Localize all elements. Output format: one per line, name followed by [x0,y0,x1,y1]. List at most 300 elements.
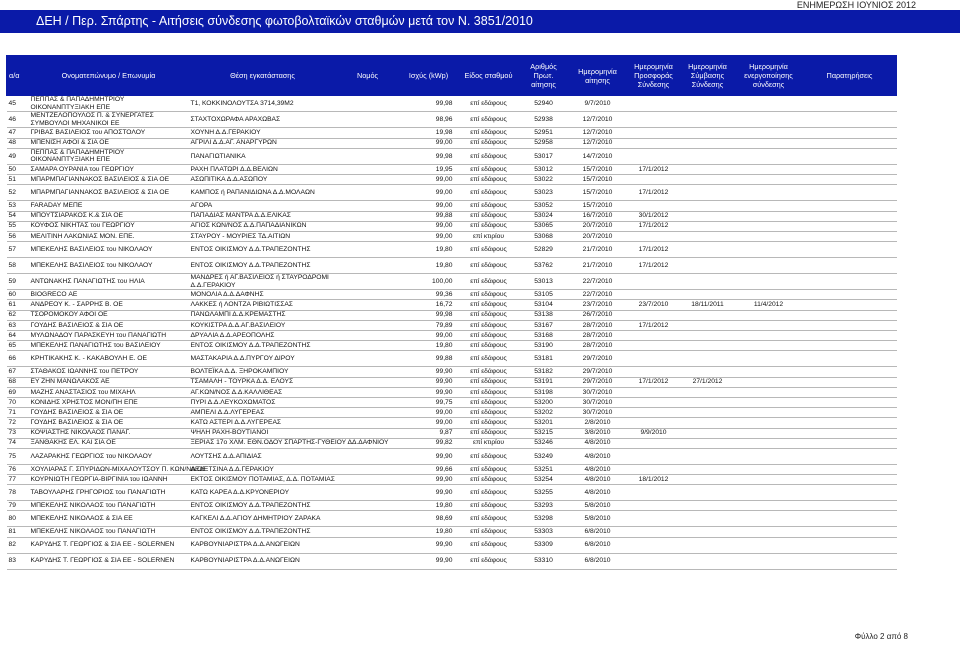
page-title: ΔΕΗ / Περ. Σπάρτης - Αιτήσεις σύνδεσης φωτοβολταϊκών σταθμών μετά τον Ν. 3851/2010 [0,10,960,33]
table-cell [627,387,681,397]
table-cell [681,428,735,438]
table-cell: 17/1/2012 [627,221,681,231]
table-cell: 56 [7,231,29,241]
table-cell [681,537,735,553]
table-cell: 9/9/2010 [627,428,681,438]
table-cell: ΤΣΟΡΟΜΟΚΟΥ ΑΦΟΙ ΟΕ [29,310,189,320]
table-cell [681,320,735,330]
table-cell: 12/7/2010 [569,112,627,128]
table-cell: 52938 [519,112,569,128]
table-cell [681,475,735,485]
table-cell: ΞΕΡΙΑΣ 17ο ΧΛΜ. ΕΘΝ.ΟΔΟΥ ΣΠΑΡΤΗΣ-ΓΥΘΕΙΟΥ ΔΔ.ΔΑΦΝΙΟΥ [190,439,389,447]
table-cell: 12/7/2010 [569,128,627,138]
table-cell: BIOGRECO ΑΕ [29,290,189,300]
table-cell: 53202 [519,408,569,418]
table-cell [627,408,681,418]
table-cell [627,112,681,128]
table-cell [681,164,735,174]
table-cell: 53168 [519,331,569,341]
table-row [7,475,897,485]
table-cell: ΚΑΜΠΟΣ ή ΡΑΠΑΝΙΔΙΩΝΑ Δ.Δ.ΜΟΛΑΩΝ [189,185,337,201]
table-cell: ΜΠΕΚΕΛΗΣ ΝΙΚΟΛΑΟΣ & ΣΙΑ ΕΕ [29,511,189,527]
table-cell [337,320,399,330]
table-cell [803,211,897,221]
table-cell [627,351,681,367]
table-cell: επί εδάφους [459,553,519,569]
table-cell [681,438,735,448]
table-row [7,501,897,511]
table-cell [627,175,681,185]
table-cell [735,351,803,367]
table-cell: ΑΓΡΙΛΙ Δ.Δ.ΑΓ. ΑΝΑΡΓΥΡΩΝ [189,138,337,148]
table-cell: 9/7/2010 [569,96,627,112]
table-cell: ΚΑΡΥΔΗΣ Τ. ΓΕΩΡΓΙΟΣ & ΣΙΑ ΕΕ - SOLERNEN [29,537,189,553]
table-cell: 26/7/2010 [569,310,627,320]
table-cell: 65 [7,341,29,351]
table-cell [803,148,897,164]
table-cell: 30/7/2010 [569,387,627,397]
table-cell: ΚΑΤΩ ΑΣΤΕΡΙ Δ.Δ.ΛΥΓΕΡΕΑΣ [189,418,337,428]
table-cell [735,290,803,300]
table-cell [337,112,399,128]
table-cell: ΜΕΛΙΤΙΝΗ ΛΑΚΩΝΙΑΣ ΜΟΝ. ΕΠΕ. [29,231,189,241]
table-cell: 99,66 [399,464,459,474]
table-cell: 70 [7,397,29,407]
table-cell: 19,98 [399,128,459,138]
table-cell: επί εδάφους [459,300,519,310]
table-cell: ΡΑΧΗ ΠΛΑΤΩΡΙ Δ.Δ.ΒΕΛΙΩΝ [189,164,337,174]
table-cell: 18/1/2012 [627,475,681,485]
col-header: Ημερομηνία αίτησης [569,56,627,96]
table-cell [627,148,681,164]
table-cell [337,290,399,300]
table-cell [803,397,897,407]
table-cell: 99,00 [399,331,459,341]
table-cell: ΜΠΕΚΕΛΗΣ ΒΑΣΙΛΕΙΟΣ του ΝΙΚΟΛΑΟΥ [29,258,189,274]
col-header: Ημερομηνία ενεργοποίησης σύνδεσης [735,56,803,96]
table-cell [681,231,735,241]
table-row [7,553,897,569]
table-cell: 20/7/2010 [569,221,627,231]
table-row [7,387,897,397]
col-header: Θέση εγκατάστασης [189,56,337,96]
table-cell [803,138,897,148]
table-cell: 17/1/2012 [627,164,681,174]
table-row [7,418,897,428]
table-row [7,448,897,464]
table-cell: επί εδάφους [459,274,519,290]
table-cell: 53762 [519,258,569,274]
table-row [7,112,897,128]
table-cell [803,274,897,290]
table-cell: 17/1/2012 [627,185,681,201]
col-header: Νομός [337,56,399,96]
table-cell: ΣΑΜΑΡΑ ΟΥΡΑΝΙΑ του ΓΕΩΡΓΙΟΥ [29,164,189,174]
table-cell [735,527,803,537]
col-header: Είδος σταθμού [459,56,519,96]
table-cell: 11/4/2012 [735,300,803,310]
table-cell: 99,90 [399,448,459,464]
table-cell: ΜΠΕΝΙΣΗ ΑΦΟΙ & ΣΙΑ ΟΕ [29,138,189,148]
table-cell [735,397,803,407]
table-cell [337,501,399,511]
table-cell: 15/7/2010 [569,185,627,201]
table-cell [681,274,735,290]
col-header: Ημερομηνία Προσφοράς Σύνδεσης [627,56,681,96]
table-cell [627,464,681,474]
table-cell: ΕΝΤΟΣ ΟΙΚΙΣΜΟΥ Δ.Δ.ΤΡΑΠΕΖΟΝΤΗΣ [189,341,337,351]
table-cell: επί εδάφους [459,175,519,185]
table-cell: 60 [7,290,29,300]
table-cell: ΜΑΖΗΣ ΑΝΑΣΤΑΣΙΟΣ του ΜΙΧΑΗΛ [29,387,189,397]
table-cell: ΓΡΙΒΑΣ ΒΑΣΙΛΕΙΟΣ του ΑΠΟΣΤΟΛΟΥ [29,128,189,138]
table-cell [337,475,399,485]
table-cell: 53310 [519,553,569,569]
table-cell: επί εδάφους [459,138,519,148]
table-cell: 79,89 [399,320,459,330]
table-cell: ΜΑΝΔΡΕΣ ή ΑΓ.ΒΑΣΙΛΕΙΟΣ ή ΣΤΑΥΡΟΔΡΟΜΙ Δ.Δ.ΓΕΡΑΚΙΟΥ [189,274,337,290]
table-cell: επί εδάφους [459,351,519,367]
table-cell [627,341,681,351]
table-cell: 62 [7,310,29,320]
table-cell: επί εδάφους [459,96,519,112]
table-cell [735,274,803,290]
table-cell [681,408,735,418]
table-cell [681,511,735,527]
table-cell: 6/8/2010 [569,553,627,569]
table-cell [337,553,399,569]
table-cell [681,201,735,211]
table-cell: επί εδάφους [459,501,519,511]
table-cell: 15/7/2010 [569,175,627,185]
table-cell: 82 [7,537,29,553]
table-cell [803,185,897,201]
table-cell [681,185,735,201]
table-cell: 5/8/2010 [569,511,627,527]
table-cell: ΚΑΓΚΕΛΙ Δ.Δ.ΑΓΙΟΥ ΔΗΜΗΤΡΙΟΥ ΖΑΡΑΚΑ [189,511,337,527]
table-cell: ΜΠΕΚΕΛΗΣ ΝΙΚΟΛΑΟΣ του ΠΑΝΑΓΙΩΤΗ [29,527,189,537]
table-cell: 99,00 [399,408,459,418]
table-cell: 46 [7,112,29,128]
table-cell: 67 [7,367,29,377]
table-cell: 99,90 [399,367,459,377]
table-cell: 19,80 [399,527,459,537]
table-cell: 5/8/2010 [569,501,627,511]
table-row [7,96,897,112]
table-cell: ΜΥΛΩΝΑΔΟΥ ΠΑΡΑΣΚΕΥΗ του ΠΑΝΑΓΙΩΤΗ [29,331,189,341]
table-cell [681,128,735,138]
table-cell [803,310,897,320]
table-cell: 53255 [519,485,569,501]
table-cell: 23/7/2010 [627,300,681,310]
table-cell [627,201,681,211]
table-cell: 53138 [519,310,569,320]
table-cell: 99,00 [399,185,459,201]
table-cell: επί εδάφους [459,341,519,351]
table-cell [735,511,803,527]
table-cell [735,185,803,201]
table-cell: επί κτιρίου [459,231,519,241]
table-cell: ΜΠΑΡΜΠΑΓΙΑΝΝΑΚΟΣ ΒΑΣΙΛΕΙΟΣ & ΣΙΑ ΟΕ [29,185,189,201]
table-cell [735,438,803,448]
table-cell [627,553,681,569]
table-cell [681,464,735,474]
table-cell: 99,00 [399,231,459,241]
table-row [7,128,897,138]
table-cell [803,320,897,330]
table-cell: 99,90 [399,377,459,387]
table-cell: 12/7/2010 [569,138,627,148]
table-cell [627,485,681,501]
table-cell [735,310,803,320]
table-cell: 53198 [519,387,569,397]
table-row [7,185,897,201]
table-row [7,367,897,377]
table-cell: 53022 [519,175,569,185]
table-cell [337,448,399,464]
table-cell [627,138,681,148]
table-cell [735,211,803,221]
table-cell [735,231,803,241]
table-cell: ΜΠΕΚΕΛΗΣ ΒΑΣΙΛΕΙΟΣ του ΝΙΚΟΛΑΟΥ [29,242,189,258]
table-cell: 17/1/2012 [627,242,681,258]
table-cell: 19,80 [399,501,459,511]
table-cell [337,485,399,501]
table-cell: 28/7/2010 [569,341,627,351]
table-cell [337,164,399,174]
table-cell [803,300,897,310]
table-cell [803,537,897,553]
table-cell: ΕΝΤΟΣ ΟΙΚΙΣΜΟΥ Δ.Δ.ΤΡΑΠΕΖΟΝΤΗΣ [189,258,337,274]
table-row [7,320,897,330]
table-cell: 53191 [519,377,569,387]
table-row [7,231,897,241]
table-row [7,242,897,258]
table-cell: επί κτιρίου [459,438,519,448]
table-cell: ΤΣΑΜΑΛΗ - ΤΟΥΡΚΑ Δ.Δ. ΕΛΟΥΣ [189,377,337,387]
table-cell [735,408,803,418]
table-cell [803,367,897,377]
table-cell: 3/8/2010 [569,428,627,438]
col-header: Ημερομηνία Σύμβασης Σύνδεσης [681,56,735,96]
table-cell: ΚΟΥΡΝΙΩΤΗ ΓΕΩΡΓΙΑ-ΒΙΡΓΙΝΙΑ του ΙΩΑΝΝΗ [29,475,189,485]
table-cell [803,164,897,174]
table-cell: 72 [7,418,29,428]
table-cell: ΠΥΡΙ Δ.Δ.ΛΕΥΚΟΧΩΜΑΤΟΣ [189,397,337,407]
table-cell: ΚΡΗΤΙΚΑΚΗΣ Κ. - ΚΑΚΑΒΟΥΛΗ Ε. ΟΕ [29,351,189,367]
table-row [7,438,897,448]
table-cell [681,242,735,258]
table-cell: 23/7/2010 [569,300,627,310]
table-cell: 63 [7,320,29,330]
table-cell: ΕΝΤΟΣ ΟΙΚΙΣΜΟΥ Δ.Δ.ΤΡΑΠΕΖΟΝΤΗΣ [189,242,337,258]
table-cell: 99,88 [399,351,459,367]
table-cell: επί εδάφους [459,164,519,174]
table-cell: επί εδάφους [459,485,519,501]
table-cell: ΔΡΥΑΛΙΑ Δ.Δ.ΑΡΕΟΠΟΛΗΣ [189,331,337,341]
table-cell [681,387,735,397]
applications-table [6,55,897,570]
table-cell [735,341,803,351]
table-cell: 19,80 [399,242,459,258]
table-cell: επί εδάφους [459,148,519,164]
table-cell [337,418,399,428]
table-cell: 53190 [519,341,569,351]
table-cell [627,418,681,428]
table-cell [337,148,399,164]
table-cell: 99,00 [399,221,459,231]
table-cell [337,258,399,274]
table-cell: 53298 [519,511,569,527]
table-cell [803,501,897,511]
table-cell: 99,82 [399,438,459,448]
table-cell [803,175,897,185]
table-cell: 53201 [519,418,569,428]
table-cell [337,201,399,211]
table-cell [337,527,399,537]
table-cell: 49 [7,148,29,164]
table-row [7,221,897,231]
table-cell [681,175,735,185]
table-cell [735,221,803,231]
table-cell [803,112,897,128]
table-cell: 53254 [519,475,569,485]
table-cell [337,138,399,148]
table-cell [681,351,735,367]
table-row [7,138,897,148]
table-cell: επί εδάφους [459,418,519,428]
table-cell: FARADAY ΜΕΠΕ [29,201,189,211]
table-row [7,148,897,164]
table-cell: 52 [7,185,29,201]
table-cell: 53309 [519,537,569,553]
table-cell [681,485,735,501]
table-row [7,511,897,527]
table-cell: ΜΟΝΟΛΙΑ Δ.Δ.ΔΑΦΝΗΣ [189,290,337,300]
table-cell [735,485,803,501]
table-cell: επί εδάφους [459,221,519,231]
table-cell: 53182 [519,367,569,377]
table-cell: ΚΑΤΩ ΚΑΡΕΑ Δ.Δ.ΚΡΥΟΝΕΡΙΟΥ [189,485,337,501]
table-cell: 4/8/2010 [569,475,627,485]
table-cell: 18/11/2011 [681,300,735,310]
table-cell: 53303 [519,527,569,537]
table-cell: ΣΤΑΥΡΟΥ - ΜΟΥΡΙΕΣ ΤΔ.ΑΙΤΙΩΝ [189,231,337,241]
table-cell [803,485,897,501]
table-cell: ΚΟΨΙΑΣΤΗΣ ΝΙΚΟΛΑΟΣ ΠΑΝΑΓ. [29,428,189,438]
table-cell: 75 [7,448,29,464]
table-cell: 53246 [519,438,569,448]
table-cell: 53065 [519,221,569,231]
table-cell [803,290,897,300]
table-cell: ΕΝΤΟΣ ΟΙΚΙΣΜΟΥ Δ.Δ.ΤΡΑΠΕΖΟΝΤΗΣ [189,501,337,511]
table-cell: επί εδάφους [459,290,519,300]
table-cell: ΛΟΥΤΣΗΣ Δ.Δ.ΑΠΙΔΙΑΣ [189,448,337,464]
table-cell [735,175,803,185]
table-cell: 99,90 [399,475,459,485]
table-cell [337,387,399,397]
table-cell: 80 [7,511,29,527]
table-cell [337,128,399,138]
table-cell: επί εδάφους [459,377,519,387]
table-row [7,258,897,274]
table-cell: επί εδάφους [459,211,519,221]
table-cell [627,438,681,448]
table-cell: 47 [7,128,29,138]
table-cell: 99,98 [399,310,459,320]
table-cell: 74 [7,438,29,448]
table-row [7,331,897,341]
table-cell: 79 [7,501,29,511]
table-cell [681,331,735,341]
table-cell: 99,00 [399,138,459,148]
table-cell: ΣΤΑΧΤΟΧΩΡΑΦΑ ΑΡΑΧΩΒΑΣ [189,112,337,128]
table-cell [803,242,897,258]
table-cell: 53 [7,201,29,211]
table-cell [627,331,681,341]
table-cell [681,418,735,428]
table-cell [627,274,681,290]
table-cell: 19,80 [399,258,459,274]
table-cell: 29/7/2010 [569,351,627,367]
table-cell: 83 [7,553,29,569]
table-cell: 53200 [519,397,569,407]
table-cell [681,527,735,537]
table-cell [337,397,399,407]
table-cell: 22/7/2010 [569,290,627,300]
table-cell: 52958 [519,138,569,148]
table-cell: 4/8/2010 [569,485,627,501]
table-cell [735,464,803,474]
table-cell: 98,69 [399,511,459,527]
table-row [7,201,897,211]
table-cell: 28/7/2010 [569,320,627,330]
table-cell [337,331,399,341]
table-cell: 99,75 [399,397,459,407]
table-cell: 52940 [519,96,569,112]
table-cell: 52951 [519,128,569,138]
table-cell: επί εδάφους [459,331,519,341]
table-cell [337,175,399,185]
table-cell: 22/7/2010 [569,274,627,290]
table-cell [803,377,897,387]
table-row [7,408,897,418]
table-cell [803,553,897,569]
table-cell: ΒΟΛΤΕΪΚΑ Δ.Δ. ΞΗΡΟΚΑΜΠΙΟΥ [189,367,337,377]
table-cell [681,553,735,569]
table-cell: 21/7/2010 [569,242,627,258]
table-cell: ΤΑΒΟΥΛΑΡΗΣ ΓΡΗΓΟΡΙΟΣ του ΠΑΝΑΓΙΩΤΗ [29,485,189,501]
table-cell [735,448,803,464]
table-cell: 17/1/2012 [627,320,681,330]
table-cell: 53181 [519,351,569,367]
table-cell: 99,90 [399,537,459,553]
table-cell: ΜΠΑΡΜΠΑΓΙΑΝΝΑΚΟΣ ΒΑΣΙΛΕΙΟΣ & ΣΙΑ ΟΕ [29,175,189,185]
table-row [7,290,897,300]
table-cell [803,128,897,138]
table-cell: 99,90 [399,387,459,397]
table-cell [803,511,897,527]
table-cell: 2/8/2010 [569,418,627,428]
table-cell: 45 [7,96,29,112]
table-cell [681,310,735,320]
table-row [7,310,897,320]
table-cell [735,242,803,258]
table-cell [803,438,897,448]
table-cell: επί εδάφους [459,185,519,201]
table-cell: ΕΚΤΟΣ ΟΙΚΙΣΜΟΥ ΠΟΤΑΜΙΑΣ, Δ.Δ. ΠΟΤΑΜΙΑΣ [190,475,335,483]
table-cell [681,96,735,112]
